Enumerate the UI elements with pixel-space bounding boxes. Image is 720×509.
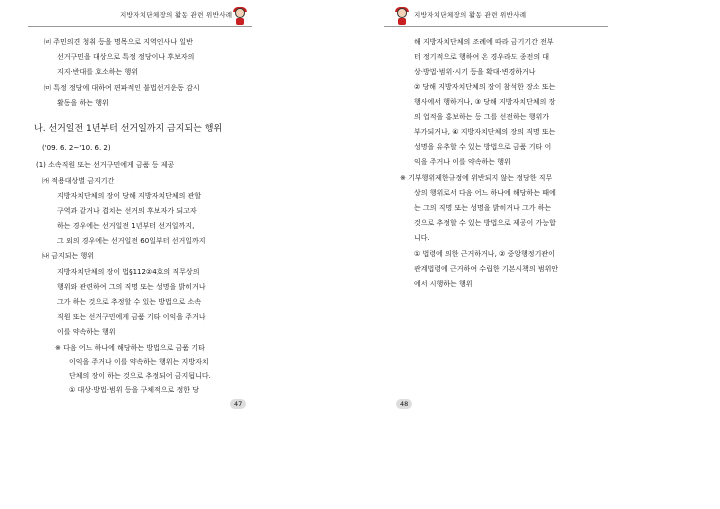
note-line: 이익을 주거나 이를 약속하는 행위는 지방자치 (69, 358, 209, 366)
body-line: 이를 약속하는 행위 (57, 328, 116, 336)
page-header (28, 6, 248, 24)
body-line: 선거구민을 대상으로 특정 정당이나 후보자의 (57, 53, 195, 61)
header-divider (28, 26, 252, 27)
body-line: 지지·반대를 호소하는 행위 (57, 68, 139, 76)
body-line: 그가 하는 것으로 추정할 수 있는 방법으로 소속 (57, 298, 202, 306)
body-line: 하는 경우에는 선거일전 1년부터 선거일까지, (57, 222, 195, 230)
note-line: 에서 시행하는 행위 (414, 280, 473, 288)
body-line: 활동을 하는 행위 (57, 99, 109, 107)
note-line: ① 법령에 의한 근거하거나, ② 중앙행정기관이 (414, 250, 555, 258)
body-line: 익을 주거나 이를 약속하는 행위 (414, 158, 511, 166)
body-line: 해 지방자치단체의 조례에 따라 금기기간 전부 (414, 38, 554, 46)
body-line: 직원 또는 선거구민에게 금품 기타 이익을 주거나 (57, 313, 206, 321)
note-line: 관계법령에 근거하여 수립한 기본시책의 범위안 (414, 265, 559, 273)
body-line: 그 외의 경우에는 선거일전 60일부터 선거일까지 (57, 237, 206, 245)
body-line: 지방자치단체의 장이 당해 지방자치단체의 관할 (57, 192, 202, 200)
subsection-heading: (1) 소속직원 또는 선거구민에게 금품 등 제공 (36, 161, 175, 169)
body-line: 의 업적을 홍보하는 등 그를 선전하는 행위가 (414, 113, 550, 121)
header-divider (384, 26, 608, 27)
note-line: 것으로 추정할 수 있는 방법으로 제공이 가능합 (414, 219, 556, 227)
item-a-heading: ㈎ 적용대상별 금지기간 (42, 177, 115, 185)
left-page (28, 0, 268, 420)
note-line: ※ 기부행위제한규정에 위반되지 않는 정당한 직무 (400, 174, 553, 182)
body-line: 구역과 같거나 겹치는 선거의 후보자가 되고자 (57, 207, 197, 215)
note-line: 는 그의 직명 또는 성명을 밝히거나 그가 하는 (414, 204, 552, 212)
body-line: ② 당해 지방자치단체의 장이 참석한 장소 또는 (414, 83, 556, 91)
header-title: 지방자치단체장의 활동 관련 위반사례 (414, 11, 527, 19)
section-heading: 나. 선거일전 1년부터 선거일까지 금지되는 행위 (34, 124, 223, 134)
date-range: ('09. 6. 2~'10. 6. 2) (42, 144, 111, 152)
page-header (384, 6, 604, 24)
note-line: 니다. (414, 234, 430, 242)
note-line: 단체의 장이 하는 것으로 추정되어 금지됩니다. (69, 372, 211, 380)
item-d4: ㈄ 특정 정당에 대하여 편파적인 불법선거운동 감시 (44, 84, 200, 92)
mascot-logo (232, 8, 248, 25)
body-line: 부가되거나, ④ 지방자치단체의 장의 직명 또는 (414, 128, 556, 136)
mascot-logo (394, 8, 410, 25)
page-number: 48 (396, 399, 412, 409)
body-line: 상·방법·범위·시기 등을 확대·변경하거나 (414, 68, 536, 76)
right-page (384, 0, 624, 420)
note-line: ※ 다음 어느 하나에 해당하는 방법으로 금품 기타 (55, 344, 205, 352)
item-d3: ㈃ 주민의견 청취 등을 명목으로 지역인사나 일반 (44, 38, 193, 46)
body-line: 행사에서 행하거나, ③ 당해 지방자치단체의 장 (414, 98, 556, 106)
body-line: 터 정기적으로 행하여 온 경우라도 종전의 대 (414, 53, 550, 61)
body-line: 행위와 관련하여 그의 직명 또는 성명을 밝히거나 (57, 283, 206, 291)
note-line: 상의 행위로서 다음 어느 하나에 해당하는 때에 (414, 189, 556, 197)
page-number: 47 (230, 399, 246, 409)
body-line: 성명을 유추할 수 있는 방법으로 금품 기타 이 (414, 143, 552, 151)
body-line: 지방자치단체의 장이 법§112②4호의 직무상의 (57, 268, 200, 276)
note-line: ① 대상·방법·범위 등을 구체적으로 정한 당 (69, 386, 200, 394)
header-title: 지방자치단체장의 활동 관련 위반사례 (120, 11, 233, 19)
item-b-heading: ㈏ 금지되는 행위 (42, 252, 95, 260)
